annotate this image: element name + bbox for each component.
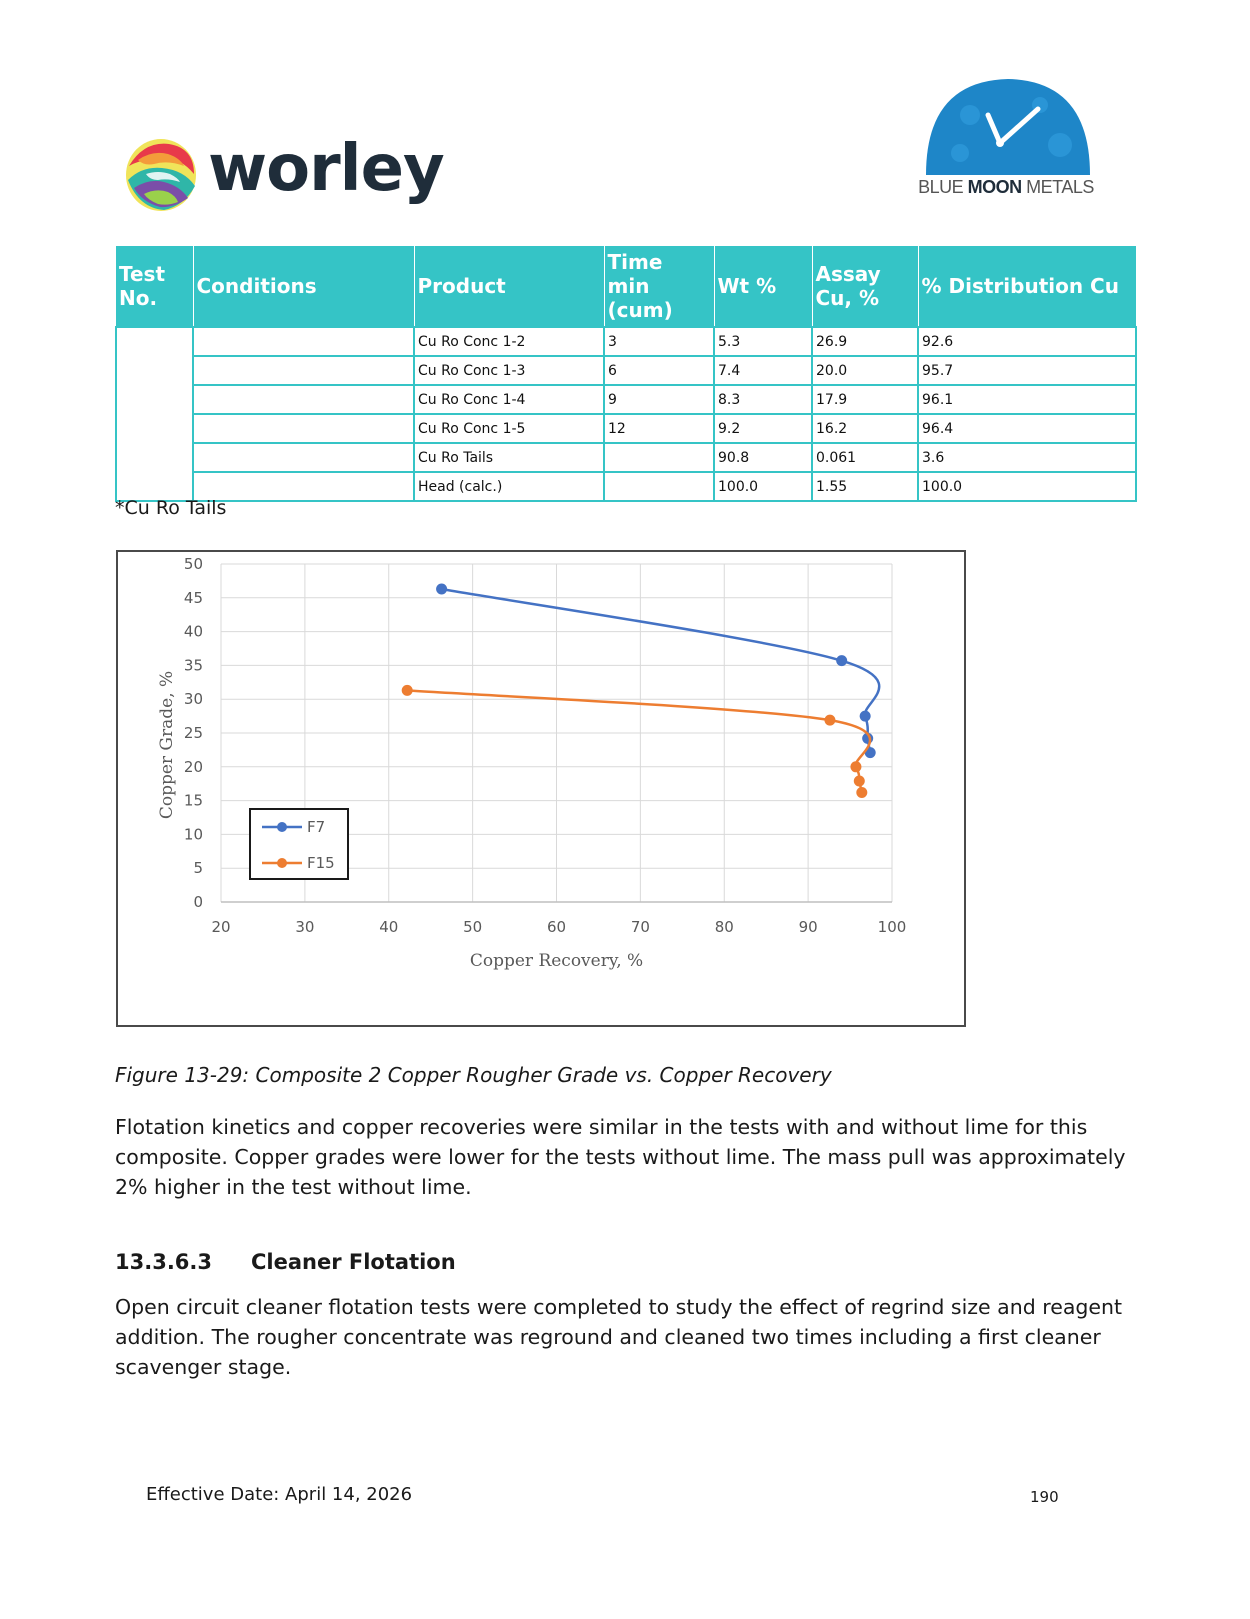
cell-conditions <box>193 443 414 472</box>
data-point-f15 <box>854 775 865 786</box>
cell-assay: 26.9 <box>812 327 918 356</box>
cell-time: 12 <box>604 414 714 443</box>
y-tick-label: 35 <box>183 656 203 675</box>
y-tick-label: 20 <box>183 757 203 776</box>
table-row <box>116 414 1136 443</box>
col-header-conditions: Conditions <box>193 246 414 327</box>
cell-wt: 9.2 <box>714 414 812 443</box>
cell-product: Cu Ro Tails <box>414 443 604 472</box>
table-row <box>116 472 1136 501</box>
x-tick-label: 90 <box>798 918 818 936</box>
series-line-f7 <box>442 589 880 753</box>
cell-distribution: 96.4 <box>918 414 1136 443</box>
cell-distribution: 95.7 <box>918 356 1136 385</box>
cell-conditions <box>193 356 414 385</box>
col-header-assay: Assay Cu, % <box>812 246 918 327</box>
data-point-f7 <box>860 711 871 722</box>
data-point-f15 <box>824 715 835 726</box>
table-header-row <box>116 246 1136 327</box>
worley-logo <box>124 133 454 218</box>
cell-conditions <box>193 385 414 414</box>
cell-test-no <box>116 356 193 385</box>
legend-swatch-marker <box>277 858 287 868</box>
worley-wordmark: worley <box>208 132 444 206</box>
col-header-distribution: % Distribution Cu <box>918 246 1136 327</box>
x-tick-label: 20 <box>211 918 231 936</box>
flotation-results-table <box>115 246 1137 502</box>
cell-product: Cu Ro Conc 1-4 <box>414 385 604 414</box>
cell-product: Head (calc.) <box>414 472 604 501</box>
worley-swirl-icon <box>124 136 199 214</box>
cell-conditions <box>193 327 414 356</box>
col-header-time: Time min (cum) <box>604 246 714 327</box>
cell-assay: 16.2 <box>812 414 918 443</box>
cell-test-no <box>116 385 193 414</box>
col-header-test-no: Test No. <box>116 246 193 327</box>
x-tick-label: 40 <box>379 918 399 936</box>
series-line-f15 <box>407 690 870 792</box>
y-tick-label: 0 <box>193 893 203 911</box>
data-point-f15 <box>856 787 867 798</box>
blue-moon-metals-wordmark: BLUE MOON METALS <box>918 177 1094 197</box>
cell-product: Cu Ro Conc 1-3 <box>414 356 604 385</box>
y-axis-title: Copper Grade, % <box>157 670 177 820</box>
cell-assay: 0.061 <box>812 443 918 472</box>
y-tick-label: 15 <box>183 791 203 810</box>
x-tick-label: 50 <box>463 918 483 936</box>
data-point-f15 <box>850 761 861 772</box>
data-point-f15 <box>402 685 413 696</box>
cell-test-no <box>116 414 193 443</box>
legend-label: F7 <box>307 818 326 836</box>
cell-assay: 17.9 <box>812 385 918 414</box>
cell-distribution: 92.6 <box>918 327 1136 356</box>
col-header-wt: Wt % <box>714 246 812 327</box>
page-number: 190 <box>1030 1488 1059 1506</box>
legend-swatch-marker <box>277 822 287 832</box>
paragraph-cleaner-flotation: Open circuit cleaner flotation tests were completed to study the effect of regrind size and reagent addition. The rougher concentrate was reground and cleaned two times including a first cleaner scavenger stage. <box>115 1295 1123 1379</box>
table-row <box>116 356 1136 385</box>
footer-effective-date: Effective Date: April 14, 2026 <box>146 1484 413 1505</box>
table-row <box>116 443 1136 472</box>
cell-time <box>604 443 714 472</box>
data-point-f7 <box>436 584 447 595</box>
grade-recovery-chart <box>116 550 966 1027</box>
col-header-product: Product <box>414 246 604 327</box>
chart-canvas <box>118 552 964 1025</box>
section-heading <box>115 1250 456 1274</box>
y-tick-label: 5 <box>193 859 203 878</box>
cell-wt: 7.4 <box>714 356 812 385</box>
paragraph-flotation-kinetics: Flotation kinetics and copper recoveries were similar in the tests with and without lime for this composite. Copper grades were lower for the tests without lime. The mass pull was approximately 2% higher in the test without lime. <box>115 1115 1126 1199</box>
x-tick-label: 30 <box>295 918 315 936</box>
cell-distribution: 96.1 <box>918 385 1136 414</box>
y-tick-label: 50 <box>183 555 203 573</box>
cell-wt: 100.0 <box>714 472 812 501</box>
cell-distribution: 3.6 <box>918 443 1136 472</box>
cell-test-no <box>116 443 193 472</box>
cell-wt: 8.3 <box>714 385 812 414</box>
cell-distribution: 100.0 <box>918 472 1136 501</box>
table-row <box>116 327 1136 356</box>
section-number: 13.3.6.3 <box>115 1250 212 1274</box>
x-tick-label: 60 <box>546 918 567 936</box>
cell-assay: 1.55 <box>812 472 918 501</box>
table-row <box>116 385 1136 414</box>
cell-conditions <box>193 414 414 443</box>
y-tick-label: 25 <box>183 724 203 742</box>
cell-wt: 90.8 <box>714 443 812 472</box>
x-tick-label: 80 <box>714 918 734 936</box>
blue-moon-metals-logo <box>906 75 1106 205</box>
y-tick-label: 30 <box>183 690 203 709</box>
table-footnote: *Cu Ro Tails <box>115 497 227 519</box>
cell-time: 6 <box>604 356 714 385</box>
x-tick-label: 100 <box>877 918 907 936</box>
cell-time <box>604 472 714 501</box>
y-tick-label: 45 <box>183 588 203 607</box>
y-tick-label: 10 <box>183 825 203 844</box>
figure-caption: Figure 13-29: Composite 2 Copper Rougher Grade vs. Copper Recovery <box>115 1063 832 1087</box>
x-axis-title: Copper Recovery, % <box>469 951 644 971</box>
legend-label: F15 <box>307 854 335 872</box>
cell-test-no <box>116 327 193 356</box>
cell-product: Cu Ro Conc 1-2 <box>414 327 604 356</box>
cell-product: Cu Ro Conc 1-5 <box>414 414 604 443</box>
cell-assay: 20.0 <box>812 356 918 385</box>
x-tick-label: 70 <box>630 918 650 936</box>
cell-time: 9 <box>604 385 714 414</box>
moon-clock-icon <box>920 75 1095 175</box>
data-point-f7 <box>836 655 847 666</box>
cell-time: 3 <box>604 327 714 356</box>
cell-wt: 5.3 <box>714 327 812 356</box>
y-tick-label: 40 <box>183 622 203 641</box>
section-title: Cleaner Flotation <box>251 1250 456 1274</box>
